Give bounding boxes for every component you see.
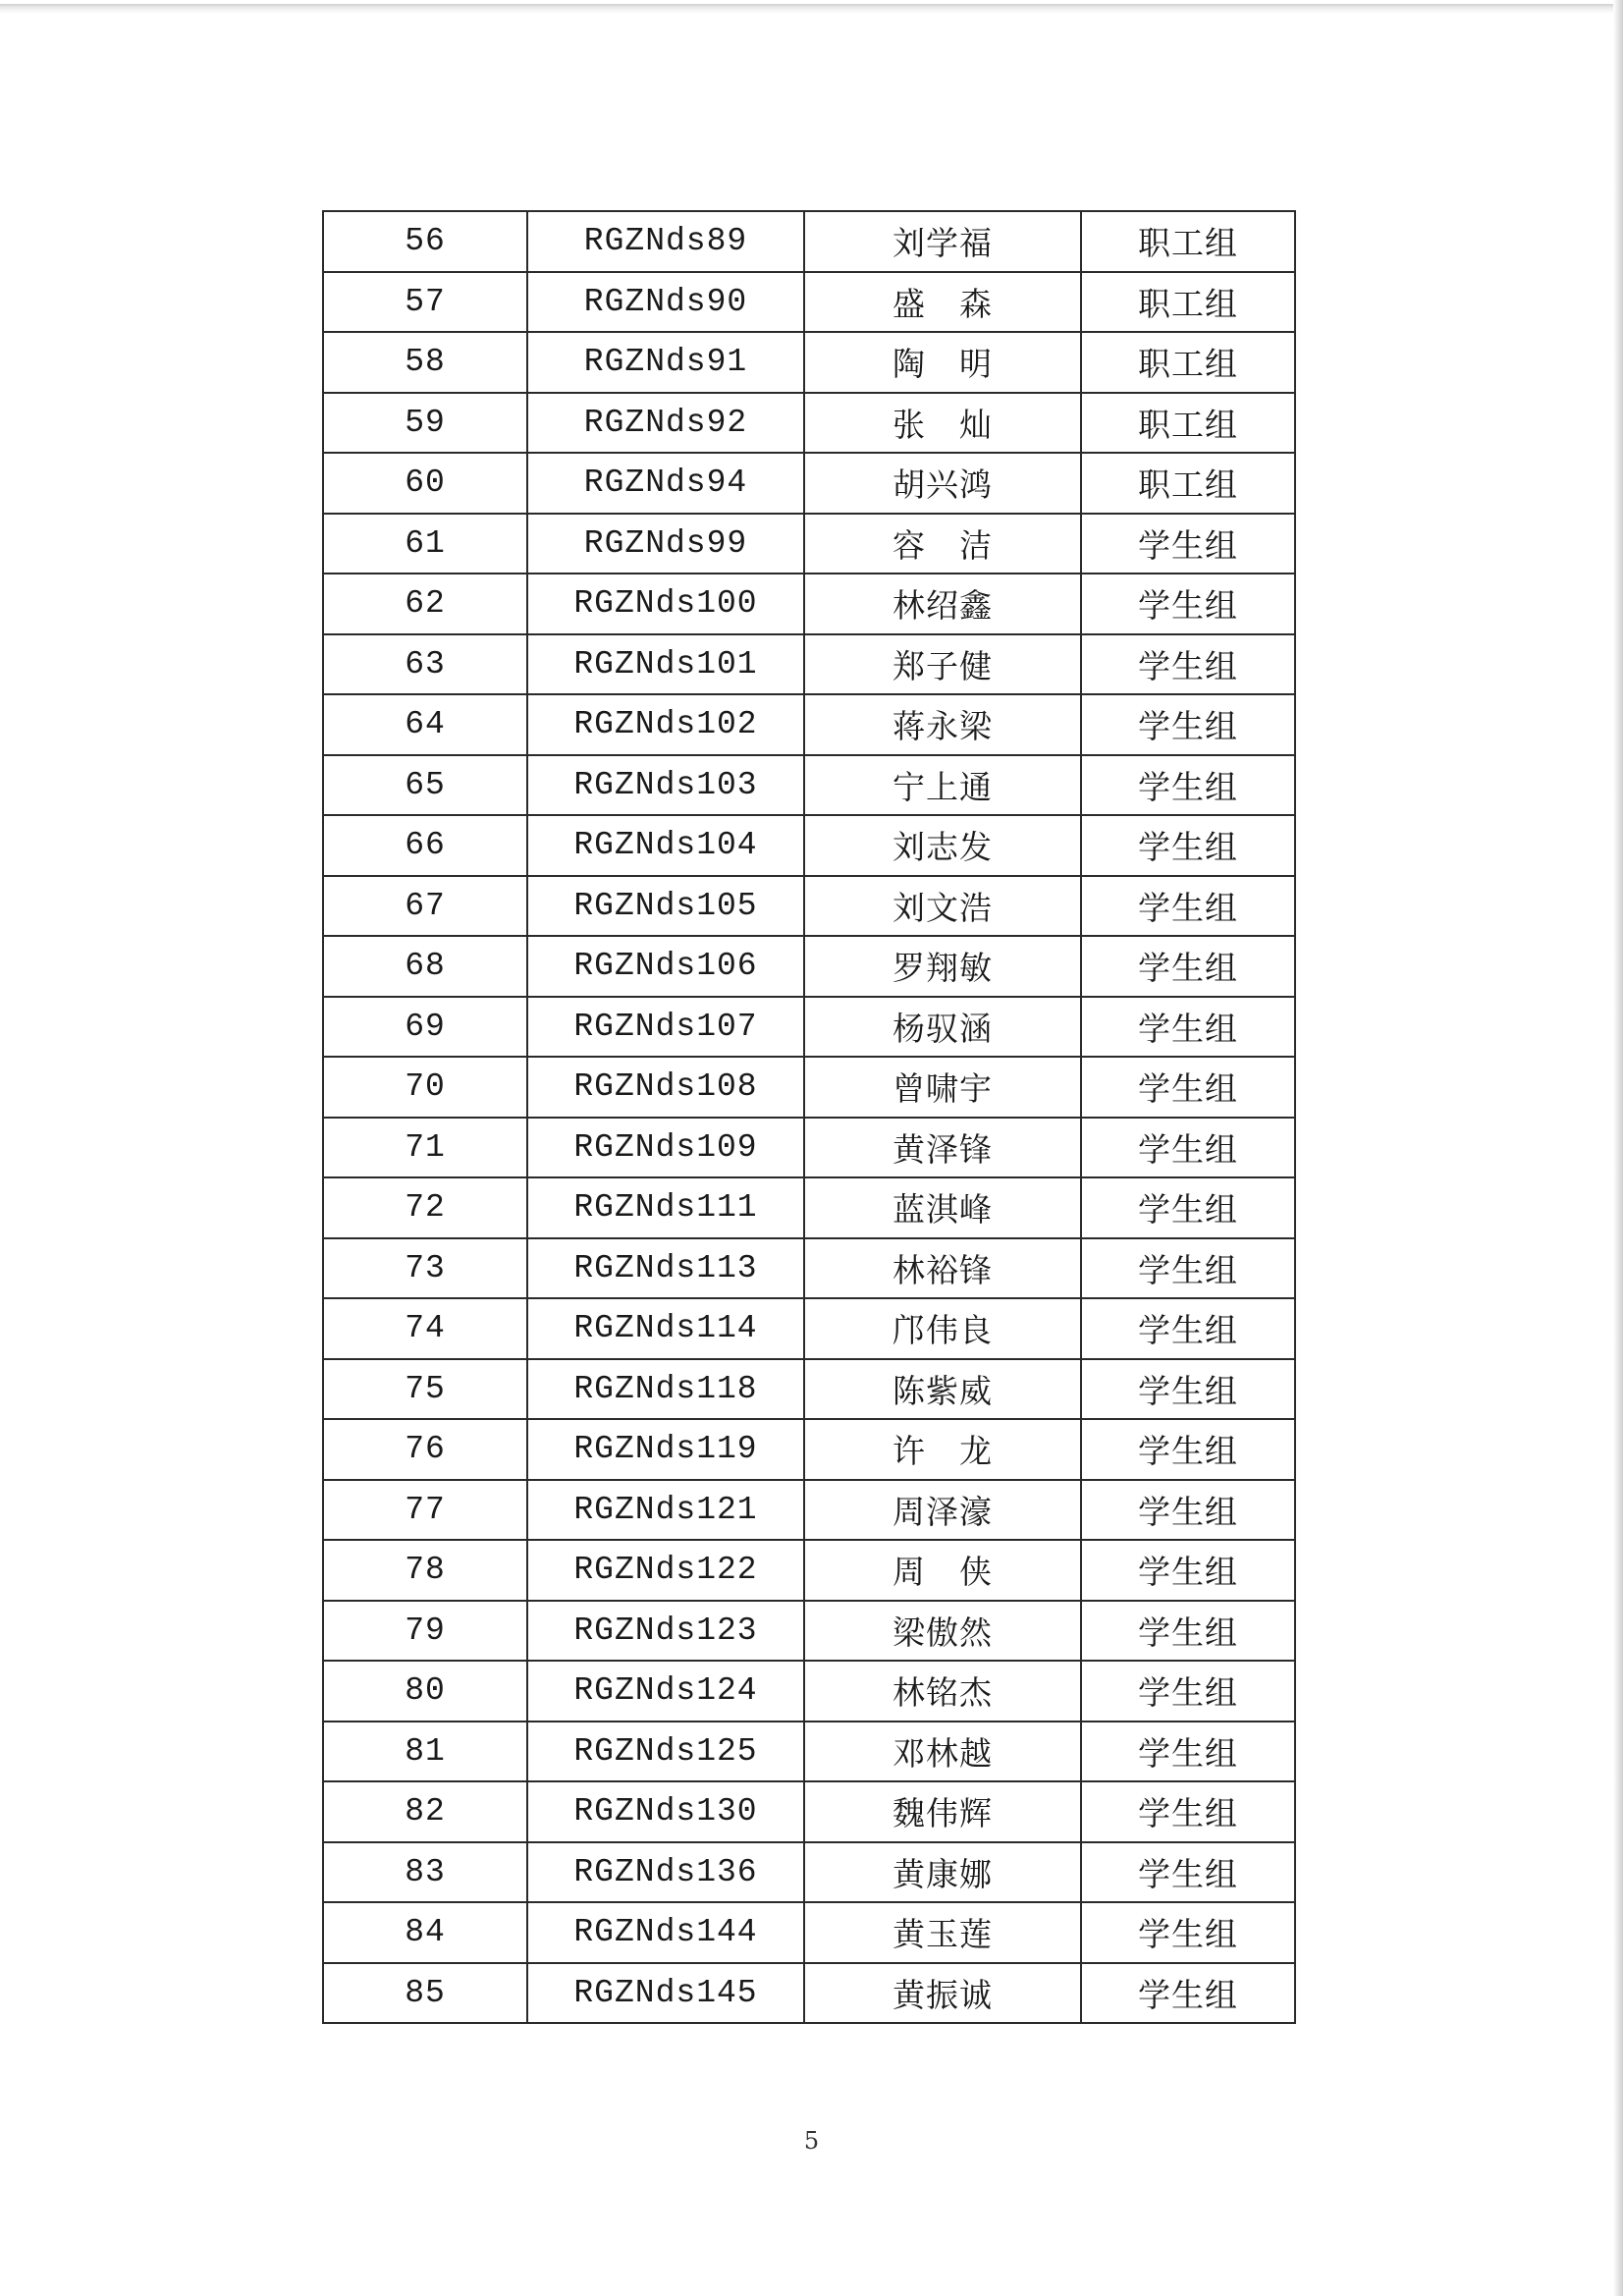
entry-id-cell: RGZNds122 [527,1540,804,1601]
participant-name-cell: 盛 森 [804,272,1081,333]
participant-name-cell: 蓝淇峰 [804,1177,1081,1238]
group-cell: 学生组 [1081,1540,1295,1601]
table-row [323,876,1295,937]
participant-name-cell: 梁傲然 [804,1601,1081,1662]
entry-id-cell: RGZNds114 [527,1298,804,1359]
row-number-cell: 83 [323,1842,527,1903]
entry-id-cell: RGZNds109 [527,1118,804,1178]
row-number-cell: 62 [323,574,527,634]
group-cell: 学生组 [1081,936,1295,997]
group-cell: 职工组 [1081,211,1295,272]
entry-id-cell: RGZNds105 [527,876,804,937]
table-row [323,634,1295,695]
table-row [323,1540,1295,1601]
group-cell: 学生组 [1081,1118,1295,1178]
entry-id-cell: RGZNds136 [527,1842,804,1903]
group-cell: 职工组 [1081,272,1295,333]
group-cell: 学生组 [1081,1842,1295,1903]
roster-table-body [323,211,1295,2023]
entry-id-cell: RGZNds144 [527,1902,804,1963]
group-cell: 学生组 [1081,876,1295,937]
entry-id-cell: RGZNds123 [527,1601,804,1662]
table-row [323,936,1295,997]
page-number: 5 [803,2127,820,2155]
participant-name-cell: 邓林越 [804,1722,1081,1782]
group-cell: 学生组 [1081,1359,1295,1420]
row-number-cell: 58 [323,332,527,393]
participant-name-cell: 魏伟辉 [804,1781,1081,1842]
table-row [323,1238,1295,1299]
row-number-cell: 64 [323,694,527,755]
entry-id-cell: RGZNds119 [527,1419,804,1480]
group-cell: 学生组 [1081,1177,1295,1238]
row-number-cell: 78 [323,1540,527,1601]
entry-id-cell: RGZNds91 [527,332,804,393]
table-row [323,1902,1295,1963]
row-number-cell: 67 [323,876,527,937]
entry-id-cell: RGZNds99 [527,514,804,574]
row-number-cell: 66 [323,815,527,876]
row-number-cell: 68 [323,936,527,997]
participant-name-cell: 黄泽锋 [804,1118,1081,1178]
table-row [323,1601,1295,1662]
participant-name-cell: 黄玉莲 [804,1902,1081,1963]
row-number-cell: 57 [323,272,527,333]
entry-id-cell: RGZNds94 [527,453,804,514]
table-row [323,211,1295,272]
group-cell: 学生组 [1081,1238,1295,1299]
participant-name-cell: 刘志发 [804,815,1081,876]
group-cell: 学生组 [1081,574,1295,634]
entry-id-cell: RGZNds89 [527,211,804,272]
table-row [323,1118,1295,1178]
participant-name-cell: 黄康娜 [804,1842,1081,1903]
table-row [323,514,1295,574]
row-number-cell: 60 [323,453,527,514]
table-row [323,1359,1295,1420]
participant-name-cell: 刘学福 [804,211,1081,272]
row-number-cell: 73 [323,1238,527,1299]
row-number-cell: 74 [323,1298,527,1359]
group-cell: 学生组 [1081,1298,1295,1359]
participant-name-cell: 宁上通 [804,755,1081,816]
row-number-cell: 82 [323,1781,527,1842]
table-row [323,815,1295,876]
entry-id-cell: RGZNds107 [527,997,804,1058]
group-cell: 学生组 [1081,1722,1295,1782]
row-number-cell: 72 [323,1177,527,1238]
entry-id-cell: RGZNds130 [527,1781,804,1842]
table-row [323,1963,1295,2024]
table-row [323,272,1295,333]
table-row [323,1722,1295,1782]
entry-id-cell: RGZNds121 [527,1480,804,1541]
participant-name-cell: 周 侠 [804,1540,1081,1601]
participant-name-cell: 林裕锋 [804,1238,1081,1299]
row-number-cell: 84 [323,1902,527,1963]
row-number-cell: 75 [323,1359,527,1420]
roster-table [322,210,1296,2024]
row-number-cell: 79 [323,1601,527,1662]
table-row [323,393,1295,454]
group-cell: 学生组 [1081,755,1295,816]
entry-id-cell: RGZNds118 [527,1359,804,1420]
entry-id-cell: RGZNds125 [527,1722,804,1782]
participant-name-cell: 黄振诚 [804,1963,1081,2024]
entry-id-cell: RGZNds113 [527,1238,804,1299]
group-cell: 职工组 [1081,332,1295,393]
group-cell: 学生组 [1081,1480,1295,1541]
group-cell: 学生组 [1081,1661,1295,1722]
row-number-cell: 59 [323,393,527,454]
group-cell: 学生组 [1081,1419,1295,1480]
entry-id-cell: RGZNds124 [527,1661,804,1722]
participant-name-cell: 陈紫威 [804,1359,1081,1420]
entry-id-cell: RGZNds108 [527,1057,804,1118]
entry-id-cell: RGZNds102 [527,694,804,755]
participant-name-cell: 邝伟良 [804,1298,1081,1359]
participant-name-cell: 林绍鑫 [804,574,1081,634]
participant-name-cell: 杨驭涵 [804,997,1081,1058]
entry-id-cell: RGZNds100 [527,574,804,634]
table-row [323,332,1295,393]
entry-id-cell: RGZNds101 [527,634,804,695]
table-row [323,1419,1295,1480]
table-row [323,997,1295,1058]
table-row [323,694,1295,755]
entry-id-cell: RGZNds92 [527,393,804,454]
group-cell: 学生组 [1081,514,1295,574]
table-row [323,1842,1295,1903]
table-row [323,1661,1295,1722]
entry-id-cell: RGZNds103 [527,755,804,816]
row-number-cell: 81 [323,1722,527,1782]
entry-id-cell: RGZNds111 [527,1177,804,1238]
entry-id-cell: RGZNds145 [527,1963,804,2024]
participant-name-cell: 陶 明 [804,332,1081,393]
group-cell: 学生组 [1081,1781,1295,1842]
table-row [323,453,1295,514]
table-row [323,1781,1295,1842]
participant-name-cell: 曾啸宇 [804,1057,1081,1118]
row-number-cell: 69 [323,997,527,1058]
participant-name-cell: 蒋永梁 [804,694,1081,755]
row-number-cell: 56 [323,211,527,272]
participant-name-cell: 张 灿 [804,393,1081,454]
table-row [323,1480,1295,1541]
roster-table-container [322,210,1286,2024]
table-row [323,1057,1295,1118]
group-cell: 学生组 [1081,1963,1295,2024]
table-row [323,755,1295,816]
group-cell: 职工组 [1081,393,1295,454]
row-number-cell: 80 [323,1661,527,1722]
group-cell: 职工组 [1081,453,1295,514]
participant-name-cell: 刘文浩 [804,876,1081,937]
table-row [323,1177,1295,1238]
row-number-cell: 70 [323,1057,527,1118]
group-cell: 学生组 [1081,815,1295,876]
participant-name-cell: 罗翔敏 [804,936,1081,997]
entry-id-cell: RGZNds90 [527,272,804,333]
group-cell: 学生组 [1081,1902,1295,1963]
participant-name-cell: 郑子健 [804,634,1081,695]
entry-id-cell: RGZNds106 [527,936,804,997]
row-number-cell: 85 [323,1963,527,2024]
group-cell: 学生组 [1081,694,1295,755]
scan-edge-top [0,4,1623,14]
participant-name-cell: 胡兴鸿 [804,453,1081,514]
table-row [323,574,1295,634]
row-number-cell: 63 [323,634,527,695]
scan-edge-right [1613,0,1623,2296]
group-cell: 学生组 [1081,1601,1295,1662]
group-cell: 学生组 [1081,997,1295,1058]
participant-name-cell: 周泽濠 [804,1480,1081,1541]
row-number-cell: 61 [323,514,527,574]
table-row [323,1298,1295,1359]
row-number-cell: 76 [323,1419,527,1480]
row-number-cell: 71 [323,1118,527,1178]
row-number-cell: 77 [323,1480,527,1541]
entry-id-cell: RGZNds104 [527,815,804,876]
group-cell: 学生组 [1081,634,1295,695]
group-cell: 学生组 [1081,1057,1295,1118]
participant-name-cell: 许 龙 [804,1419,1081,1480]
participant-name-cell: 容 洁 [804,514,1081,574]
row-number-cell: 65 [323,755,527,816]
participant-name-cell: 林铭杰 [804,1661,1081,1722]
